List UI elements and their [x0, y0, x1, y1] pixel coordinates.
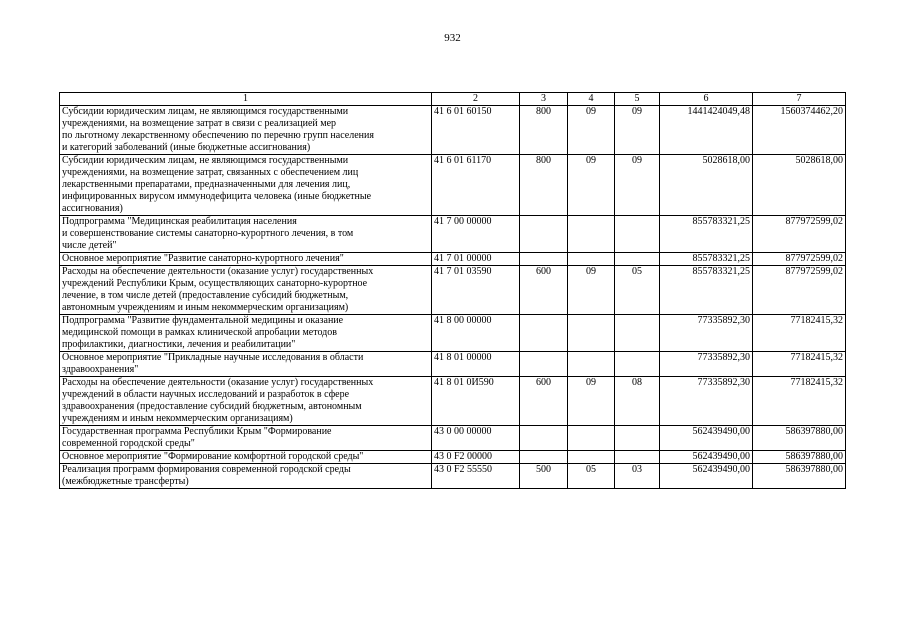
- row-name: Основное мероприятие "Формирование комфортной городской среды": [60, 451, 432, 464]
- row-expense-type: 600: [520, 377, 568, 426]
- row-section: [568, 315, 615, 352]
- row-expense-type: 800: [520, 155, 568, 216]
- row-code: 43 0 F2 55550: [432, 464, 520, 489]
- row-subsection: [615, 352, 660, 377]
- row-subsection: 09: [615, 155, 660, 216]
- row-name: Подпрограмма "Развитие фундаментальной медицины и оказание медицинской помощи в рамках клинической апробации методов профилактики, диагностики, лечения и реабилитации": [60, 315, 432, 352]
- row-amount-6: 855783321,25: [660, 216, 753, 253]
- row-subsection: [615, 315, 660, 352]
- row-code: 43 0 00 00000: [432, 426, 520, 451]
- row-amount-6: 855783321,25: [660, 266, 753, 315]
- row-expense-type: [520, 451, 568, 464]
- table-row: [60, 106, 846, 155]
- row-amount-6: 5028618,00: [660, 155, 753, 216]
- row-section: 09: [568, 377, 615, 426]
- header-row: [60, 93, 846, 106]
- row-code: 41 7 01 00000: [432, 253, 520, 266]
- row-expense-type: 800: [520, 106, 568, 155]
- row-name: Основное мероприятие "Прикладные научные исследования в области здравоохранения": [60, 352, 432, 377]
- row-amount-6: 562439490,00: [660, 464, 753, 489]
- row-subsection: 05: [615, 266, 660, 315]
- row-subsection: 09: [615, 106, 660, 155]
- row-expense-type: [520, 315, 568, 352]
- row-section: [568, 216, 615, 253]
- row-code: 41 7 00 00000: [432, 216, 520, 253]
- table-row: [60, 253, 846, 266]
- row-section: 09: [568, 106, 615, 155]
- row-subsection: 03: [615, 464, 660, 489]
- col-header-2: 2: [432, 93, 520, 106]
- budget-table: [59, 92, 846, 489]
- table-row: [60, 377, 846, 426]
- row-name: Расходы на обеспечение деятельности (оказание услуг) государственных учреждений в области научных исследований и разработок в сфере здравоохранения (предоставление субсидий бюджетным, автономным учреждениям и иным некоммерческим организациям): [60, 377, 432, 426]
- row-amount-6: 77335892,30: [660, 315, 753, 352]
- row-amount-7: 1560374462,20: [753, 106, 846, 155]
- row-section: [568, 451, 615, 464]
- row-amount-6: 1441424049,48: [660, 106, 753, 155]
- row-section: 09: [568, 155, 615, 216]
- row-code: 43 0 F2 00000: [432, 451, 520, 464]
- row-amount-7: 77182415,32: [753, 377, 846, 426]
- row-expense-type: [520, 216, 568, 253]
- table-row: [60, 315, 846, 352]
- col-header-7: 7: [753, 93, 846, 106]
- col-header-1: 1: [60, 93, 432, 106]
- row-subsection: 08: [615, 377, 660, 426]
- row-code: 41 8 01 0И590: [432, 377, 520, 426]
- row-section: 09: [568, 266, 615, 315]
- table-row: [60, 155, 846, 216]
- row-amount-6: 562439490,00: [660, 451, 753, 464]
- row-name: Субсидии юридическим лицам, не являющимся государственными учреждениями, на возмещение затрат, связанных с обеспечением лиц лекарственными препаратами, предназначенными для лечения лиц, инфицированных вирусом иммунодефицита человека (иные бюджетные ассигнования): [60, 155, 432, 216]
- row-amount-7: 77182415,32: [753, 315, 846, 352]
- table-row: [60, 352, 846, 377]
- table-row: [60, 266, 846, 315]
- table-row: [60, 464, 846, 489]
- table-row: [60, 451, 846, 464]
- row-amount-6: 562439490,00: [660, 426, 753, 451]
- row-amount-7: 877972599,02: [753, 253, 846, 266]
- row-code: 41 7 01 03590: [432, 266, 520, 315]
- row-amount-7: 586397880,00: [753, 451, 846, 464]
- col-header-6: 6: [660, 93, 753, 106]
- row-amount-7: 77182415,32: [753, 352, 846, 377]
- row-expense-type: [520, 426, 568, 451]
- row-amount-7: 586397880,00: [753, 464, 846, 489]
- col-header-4: 4: [568, 93, 615, 106]
- row-name: Реализация программ формирования современной городской среды (межбюджетные трансферты): [60, 464, 432, 489]
- row-section: [568, 352, 615, 377]
- row-subsection: [615, 426, 660, 451]
- table-row: [60, 216, 846, 253]
- col-header-5: 5: [615, 93, 660, 106]
- row-amount-7: 586397880,00: [753, 426, 846, 451]
- row-expense-type: [520, 253, 568, 266]
- row-amount-7: 5028618,00: [753, 155, 846, 216]
- row-section: [568, 253, 615, 266]
- row-code: 41 8 01 00000: [432, 352, 520, 377]
- row-name: Основное мероприятие "Развитие санаторно-курортного лечения": [60, 253, 432, 266]
- row-name: Подпрограмма "Медицинская реабилитация населения и совершенствование системы санаторно-курортного лечения, в том числе детей": [60, 216, 432, 253]
- row-amount-7: 877972599,02: [753, 266, 846, 315]
- row-amount-7: 877972599,02: [753, 216, 846, 253]
- row-code: 41 6 01 60150: [432, 106, 520, 155]
- row-name: Расходы на обеспечение деятельности (оказание услуг) государственных учреждений Республики Крым, осуществляющих санаторно-курортное лечение, в том числе детей (предоставление субсидий бюджетным, автономным учреждениям и иным некоммерческим организациям): [60, 266, 432, 315]
- row-section: [568, 426, 615, 451]
- row-subsection: [615, 216, 660, 253]
- page-number: 932: [444, 32, 461, 44]
- row-amount-6: 855783321,25: [660, 253, 753, 266]
- row-expense-type: 600: [520, 266, 568, 315]
- row-amount-6: 77335892,30: [660, 377, 753, 426]
- row-amount-6: 77335892,30: [660, 352, 753, 377]
- row-section: 05: [568, 464, 615, 489]
- row-code: 41 8 00 00000: [432, 315, 520, 352]
- row-expense-type: 500: [520, 464, 568, 489]
- col-header-3: 3: [520, 93, 568, 106]
- table-row: [60, 426, 846, 451]
- row-name: Государственная программа Республики Крым "Формирование современной городской среды": [60, 426, 432, 451]
- row-subsection: [615, 253, 660, 266]
- row-name: Субсидии юридическим лицам, не являющимся государственными учреждениями, на возмещение затрат в связи с реализацией мер по льготному лекарственному обеспечению по перечню групп населения и категорий заболеваний (иные бюджетные ассигнования): [60, 106, 432, 155]
- row-expense-type: [520, 352, 568, 377]
- row-code: 41 6 01 61170: [432, 155, 520, 216]
- row-subsection: [615, 451, 660, 464]
